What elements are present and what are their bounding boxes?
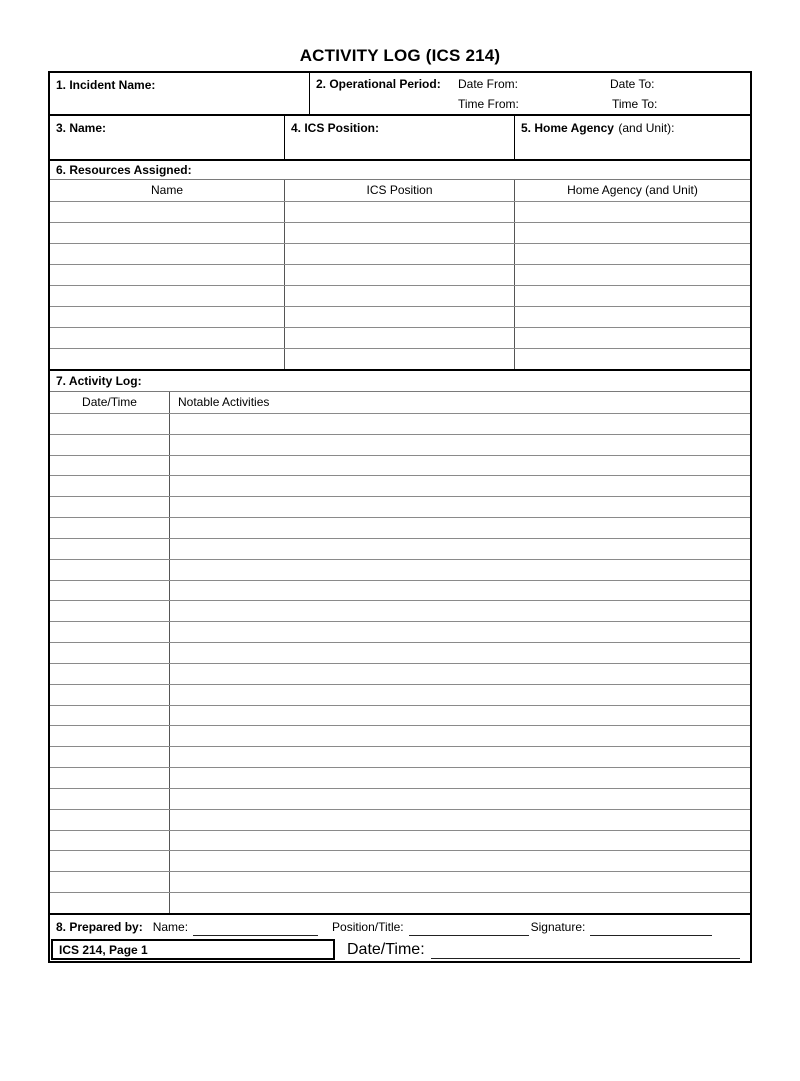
- resource-home-agency-cell[interactable]: [515, 328, 749, 348]
- activity-log-header-row: [50, 391, 750, 413]
- activity-notable-cell[interactable]: [170, 414, 748, 434]
- activity-log-row[interactable]: [50, 892, 750, 913]
- activity-datetime-cell[interactable]: [50, 872, 170, 892]
- activity-notable-cell[interactable]: [170, 726, 748, 746]
- activity-notable-cell[interactable]: [170, 539, 748, 559]
- activity-log-row[interactable]: [50, 830, 750, 851]
- resource-name-cell[interactable]: [50, 244, 285, 264]
- resources-col-home-agency: Home Agency (and Unit): [567, 183, 698, 197]
- resource-name-cell[interactable]: [50, 265, 285, 285]
- activity-notable-cell[interactable]: [170, 685, 748, 705]
- incident-name-label: 1. Incident Name:: [56, 78, 156, 92]
- resource-ics-position-cell[interactable]: [285, 244, 515, 264]
- resources-section-label: 6. Resources Assigned:: [50, 159, 750, 179]
- resource-ics-position-cell[interactable]: [285, 286, 515, 306]
- date-time-cell: [335, 939, 750, 961]
- activity-datetime-cell[interactable]: [50, 768, 170, 788]
- resource-ics-position-cell[interactable]: [285, 328, 515, 348]
- ics-position-label: 4. ICS Position:: [291, 121, 380, 135]
- resources-table-row[interactable]: [50, 264, 750, 285]
- activity-datetime-cell[interactable]: [50, 851, 170, 871]
- resource-name-cell[interactable]: [50, 223, 285, 243]
- activity-notable-cell[interactable]: [170, 810, 748, 830]
- date-from-label: Date From:: [458, 77, 519, 91]
- activity-log-row[interactable]: [50, 434, 750, 455]
- activity-notable-cell[interactable]: [170, 476, 748, 496]
- resources-table-body: [50, 201, 750, 369]
- activity-datetime-cell[interactable]: [50, 789, 170, 809]
- activity-notable-cell[interactable]: [170, 497, 748, 517]
- activity-log-row[interactable]: [50, 809, 750, 830]
- form-page-label: ICS 214, Page 1: [59, 942, 148, 957]
- activity-notable-cell[interactable]: [170, 851, 748, 871]
- resources-table-row[interactable]: [50, 285, 750, 306]
- resource-home-agency-cell[interactable]: [515, 202, 749, 222]
- activity-notable-cell[interactable]: [170, 747, 748, 767]
- resource-home-agency-cell[interactable]: [515, 244, 749, 264]
- prepared-name-field[interactable]: [193, 923, 318, 936]
- activity-log-row[interactable]: [50, 767, 750, 788]
- resources-table-row[interactable]: [50, 222, 750, 243]
- resource-name-cell[interactable]: [50, 202, 285, 222]
- activity-notable-cell[interactable]: [170, 560, 748, 580]
- activity-datetime-cell[interactable]: [50, 435, 170, 455]
- activity-notable-cell[interactable]: [170, 768, 748, 788]
- activity-log-row[interactable]: [50, 559, 750, 580]
- activity-log-row[interactable]: [50, 600, 750, 621]
- activity-log-row[interactable]: [50, 642, 750, 663]
- activity-datetime-cell[interactable]: [50, 581, 170, 601]
- activity-notable-cell[interactable]: [170, 456, 748, 476]
- incident-operational-row: [50, 73, 750, 114]
- prepared-name-label: Name:: [152, 920, 189, 934]
- activity-log-row[interactable]: [50, 788, 750, 809]
- resource-ics-position-cell[interactable]: [285, 307, 515, 327]
- activity-datetime-cell[interactable]: [50, 622, 170, 642]
- footer-row: [50, 939, 750, 961]
- name-position-agency-row: [50, 114, 750, 159]
- activity-datetime-cell[interactable]: [50, 456, 170, 476]
- incident-name-field[interactable]: [50, 73, 310, 114]
- name-field[interactable]: [50, 116, 285, 159]
- resource-ics-position-cell[interactable]: [285, 202, 515, 222]
- activity-col-notable-activities: Notable Activities: [178, 395, 270, 409]
- activity-datetime-cell[interactable]: [50, 414, 170, 434]
- resource-home-agency-cell[interactable]: [515, 349, 749, 369]
- resource-home-agency-cell[interactable]: [515, 307, 749, 327]
- form-page-box: [51, 939, 335, 960]
- ics-214-form: [48, 71, 752, 963]
- resource-name-cell[interactable]: [50, 307, 285, 327]
- time-from-label: Time From:: [458, 97, 519, 111]
- activity-datetime-cell[interactable]: [50, 831, 170, 851]
- activity-notable-cell[interactable]: [170, 581, 748, 601]
- activity-log-row[interactable]: [50, 725, 750, 746]
- activity-datetime-cell[interactable]: [50, 893, 170, 913]
- operational-period-field[interactable]: [310, 73, 750, 114]
- activity-log-row[interactable]: [50, 663, 750, 684]
- home-agency-field[interactable]: [515, 116, 750, 159]
- resources-table-row[interactable]: [50, 201, 750, 222]
- activity-log-row[interactable]: [50, 746, 750, 767]
- resources-table-row[interactable]: [50, 348, 750, 369]
- date-time-label: Date/Time:: [347, 941, 425, 958]
- resources-header-row: [50, 179, 750, 201]
- date-to-label: Date To:: [610, 77, 655, 91]
- activity-datetime-cell[interactable]: [50, 476, 170, 496]
- activity-datetime-cell[interactable]: [50, 539, 170, 559]
- position-title-label: Position/Title:: [332, 920, 404, 934]
- resources-col-name: Name: [50, 180, 285, 201]
- activity-log-row[interactable]: [50, 496, 750, 517]
- activity-datetime-cell[interactable]: [50, 706, 170, 726]
- resource-name-cell[interactable]: [50, 349, 285, 369]
- activity-log-row[interactable]: [50, 455, 750, 476]
- activity-log-section-label: 7. Activity Log:: [50, 369, 750, 391]
- position-title-field[interactable]: [409, 923, 529, 936]
- activity-datetime-cell[interactable]: [50, 497, 170, 517]
- resources-table-row[interactable]: [50, 306, 750, 327]
- resource-home-agency-cell[interactable]: [515, 223, 749, 243]
- activity-notable-cell[interactable]: [170, 643, 748, 663]
- ics-position-field[interactable]: [285, 116, 515, 159]
- resources-table-row[interactable]: [50, 327, 750, 348]
- resource-ics-position-cell[interactable]: [285, 223, 515, 243]
- activity-datetime-cell[interactable]: [50, 726, 170, 746]
- activity-log-row[interactable]: [50, 871, 750, 892]
- operational-period-label: 2. Operational Period:: [316, 77, 441, 91]
- activity-datetime-cell[interactable]: [50, 810, 170, 830]
- activity-notable-cell[interactable]: [170, 518, 748, 538]
- resource-ics-position-cell[interactable]: [285, 349, 515, 369]
- signature-field[interactable]: [590, 923, 712, 936]
- activity-datetime-cell[interactable]: [50, 601, 170, 621]
- name-label: 3. Name:: [56, 121, 107, 135]
- activity-datetime-cell[interactable]: [50, 664, 170, 684]
- activity-log-row[interactable]: [50, 621, 750, 642]
- signature-label: Signature:: [530, 920, 586, 934]
- activity-log-row[interactable]: [50, 413, 750, 434]
- activity-notable-cell[interactable]: [170, 601, 748, 621]
- activity-log-table-body: [50, 413, 750, 913]
- resource-name-cell[interactable]: [50, 286, 285, 306]
- activity-notable-cell[interactable]: [170, 872, 748, 892]
- date-time-field[interactable]: [431, 946, 740, 959]
- activity-log-row[interactable]: [50, 580, 750, 601]
- activity-notable-cell[interactable]: [170, 706, 748, 726]
- activity-log-row[interactable]: [50, 475, 750, 496]
- activity-log-row[interactable]: [50, 538, 750, 559]
- activity-datetime-cell[interactable]: [50, 643, 170, 663]
- activity-datetime-cell[interactable]: [50, 685, 170, 705]
- activity-datetime-cell[interactable]: [50, 560, 170, 580]
- activity-notable-cell[interactable]: [170, 435, 748, 455]
- home-agency-label: 5. Home Agency: [521, 121, 614, 135]
- activity-notable-cell[interactable]: [170, 622, 748, 642]
- prepared-by-label: 8. Prepared by:: [56, 920, 143, 934]
- resource-ics-position-cell[interactable]: [285, 265, 515, 285]
- activity-col-datetime: Date/Time: [50, 392, 170, 413]
- activity-notable-cell[interactable]: [170, 789, 748, 809]
- resources-table-row[interactable]: [50, 243, 750, 264]
- activity-log-row[interactable]: [50, 705, 750, 726]
- activity-notable-cell[interactable]: [170, 664, 748, 684]
- prepared-by-row: [50, 913, 750, 939]
- activity-log-row[interactable]: [50, 684, 750, 705]
- activity-notable-cell[interactable]: [170, 831, 748, 851]
- resource-home-agency-cell[interactable]: [515, 286, 749, 306]
- home-agency-label-suffix: (and Unit):: [618, 121, 675, 135]
- resource-home-agency-cell[interactable]: [515, 265, 749, 285]
- activity-log-row[interactable]: [50, 517, 750, 538]
- form-title: ACTIVITY LOG (ICS 214): [299, 46, 501, 65]
- resource-name-cell[interactable]: [50, 328, 285, 348]
- resources-col-ics-position: ICS Position: [285, 180, 515, 201]
- time-to-label: Time To:: [612, 97, 658, 111]
- activity-datetime-cell[interactable]: [50, 518, 170, 538]
- activity-log-row[interactable]: [50, 850, 750, 871]
- activity-notable-cell[interactable]: [170, 893, 748, 913]
- activity-datetime-cell[interactable]: [50, 747, 170, 767]
